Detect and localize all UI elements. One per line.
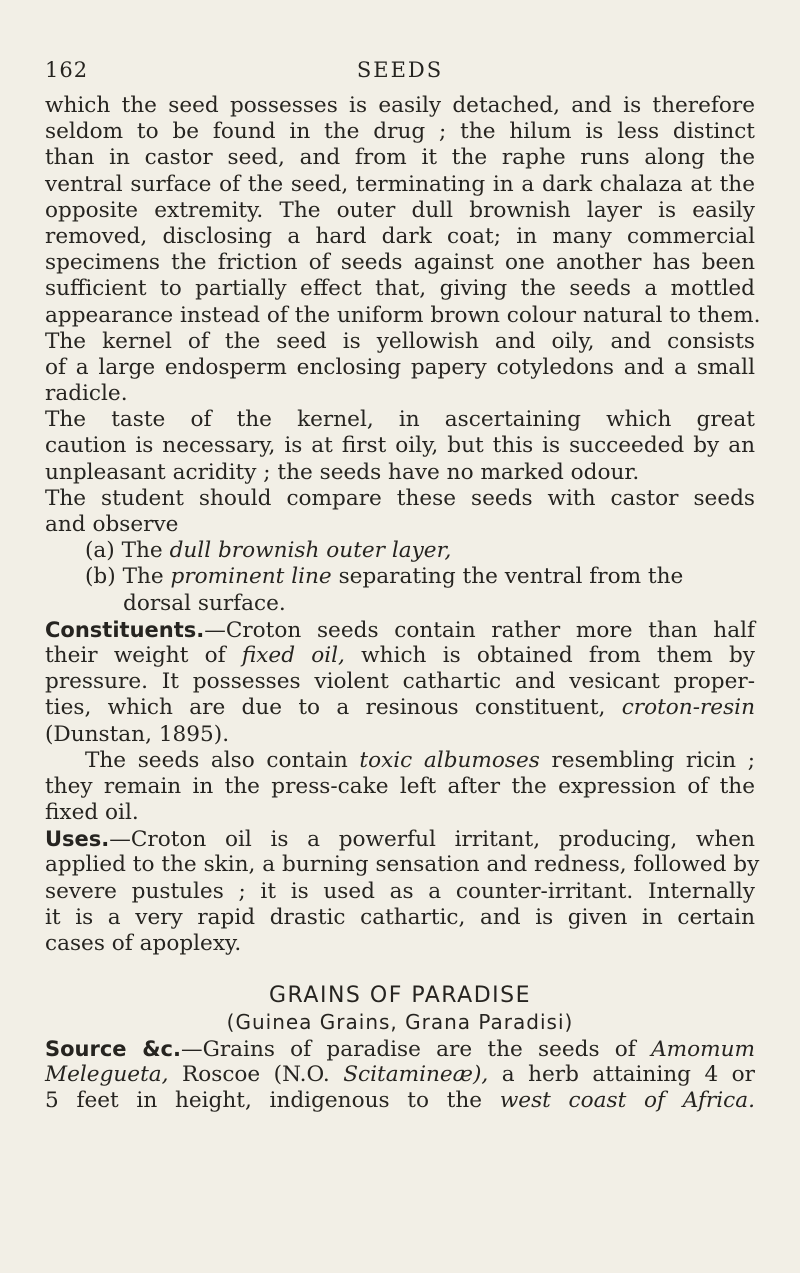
text-line: sufficient to partially effect that, giving the seeds a mottled xyxy=(45,276,755,302)
text-line: caution is necessary, is at first oily, but this is succeeded by an xyxy=(45,433,755,459)
text-line: specimens the friction of seeds against one another has been xyxy=(45,250,755,276)
text-line: radicle. xyxy=(45,381,128,407)
text-line: it is a very rapid drastic cathartic, and is given in certain xyxy=(45,904,755,930)
text-line: The student should compare these seeds with castor seeds xyxy=(45,485,755,511)
text-line: The seeds also contain toxic albumoses resembling ricin ; xyxy=(85,747,755,773)
text-line: severe pustules ; it is used as a counter-irritant. Internally xyxy=(45,878,755,904)
source-heading: Source &c. xyxy=(45,1036,181,1061)
text-line: dorsal surface. xyxy=(123,590,286,616)
text-line: than in castor seed, and from it the raphe runs along the xyxy=(45,145,755,171)
text-line: seldom to be found in the drug ; the hilum is less distinct xyxy=(45,119,755,145)
text-line: Melegueta, Roscoe (N.O. Scitamineæ), a herb attaining 4 or xyxy=(45,1061,755,1087)
text-line: unpleasant acridity ; the seeds have no marked odour. xyxy=(45,459,640,485)
list-item-b: (b) The prominent line separating the ventral from the xyxy=(85,564,684,590)
text-line: appearance instead of the uniform brown colour natural to them. xyxy=(45,302,761,328)
text-line: removed, disclosing a hard dark coat; in many commercial xyxy=(45,223,755,249)
running-title: SEEDS xyxy=(356,58,444,82)
text-line: and observe xyxy=(45,512,179,537)
body-text xyxy=(45,93,761,1114)
text-line: fixed oil. xyxy=(45,800,139,826)
text-line: opposite extremity. The outer dull brownish layer is easily xyxy=(45,197,755,223)
text-line: ventral surface of the seed, terminating in a dark chalaza at the xyxy=(45,171,755,197)
text-line: 5 feet in height, indigenous to the west coast of Africa. xyxy=(45,1087,755,1113)
uses-line: Uses.—Croton oil is a powerful irritant, producing, when xyxy=(45,827,755,853)
uses-heading: Uses. xyxy=(45,827,110,852)
section-title: GRAINS OF PARADISE xyxy=(268,983,531,1009)
list-item-a: (a) The dull brownish outer layer, xyxy=(85,538,452,564)
source-line: Source &c.—Grains of paradise are the seeds of Amomum xyxy=(45,1036,755,1062)
constituents-line: Constituents.—Croton seeds contain rather more than half xyxy=(45,617,755,643)
constituents-heading: Constituents. xyxy=(45,617,205,642)
text-line: cases of apoplexy. xyxy=(45,931,242,956)
text-line: The kernel of the seed is yellowish and oily, and consists xyxy=(45,328,755,354)
text-line: applied to the skin, a burning sensation and redness, followed by xyxy=(45,852,760,878)
text-line: their weight of fixed oil, which is obtained from them by xyxy=(45,642,756,668)
page-number: 162 xyxy=(45,58,89,82)
section-subtitle: (Guinea Grains, Grana Paradisi) xyxy=(226,1010,574,1035)
text-line: pressure. It possesses violent cathartic and vesicant proper- xyxy=(45,669,755,695)
text-line: ties, which are due to a resinous constituent, croton-resin xyxy=(45,695,755,721)
text-line: The taste of the kernel, in ascertaining which great xyxy=(45,407,755,433)
text-line: of a large endosperm enclosing papery cotyledons and a small xyxy=(45,354,755,380)
text-line: they remain in the press-cake left after the expression of the xyxy=(45,773,755,799)
page-header xyxy=(0,58,800,88)
text-line: (Dunstan, 1895). xyxy=(45,721,230,747)
text-line: which the seed possesses is easily detached, and is therefore xyxy=(45,93,755,118)
